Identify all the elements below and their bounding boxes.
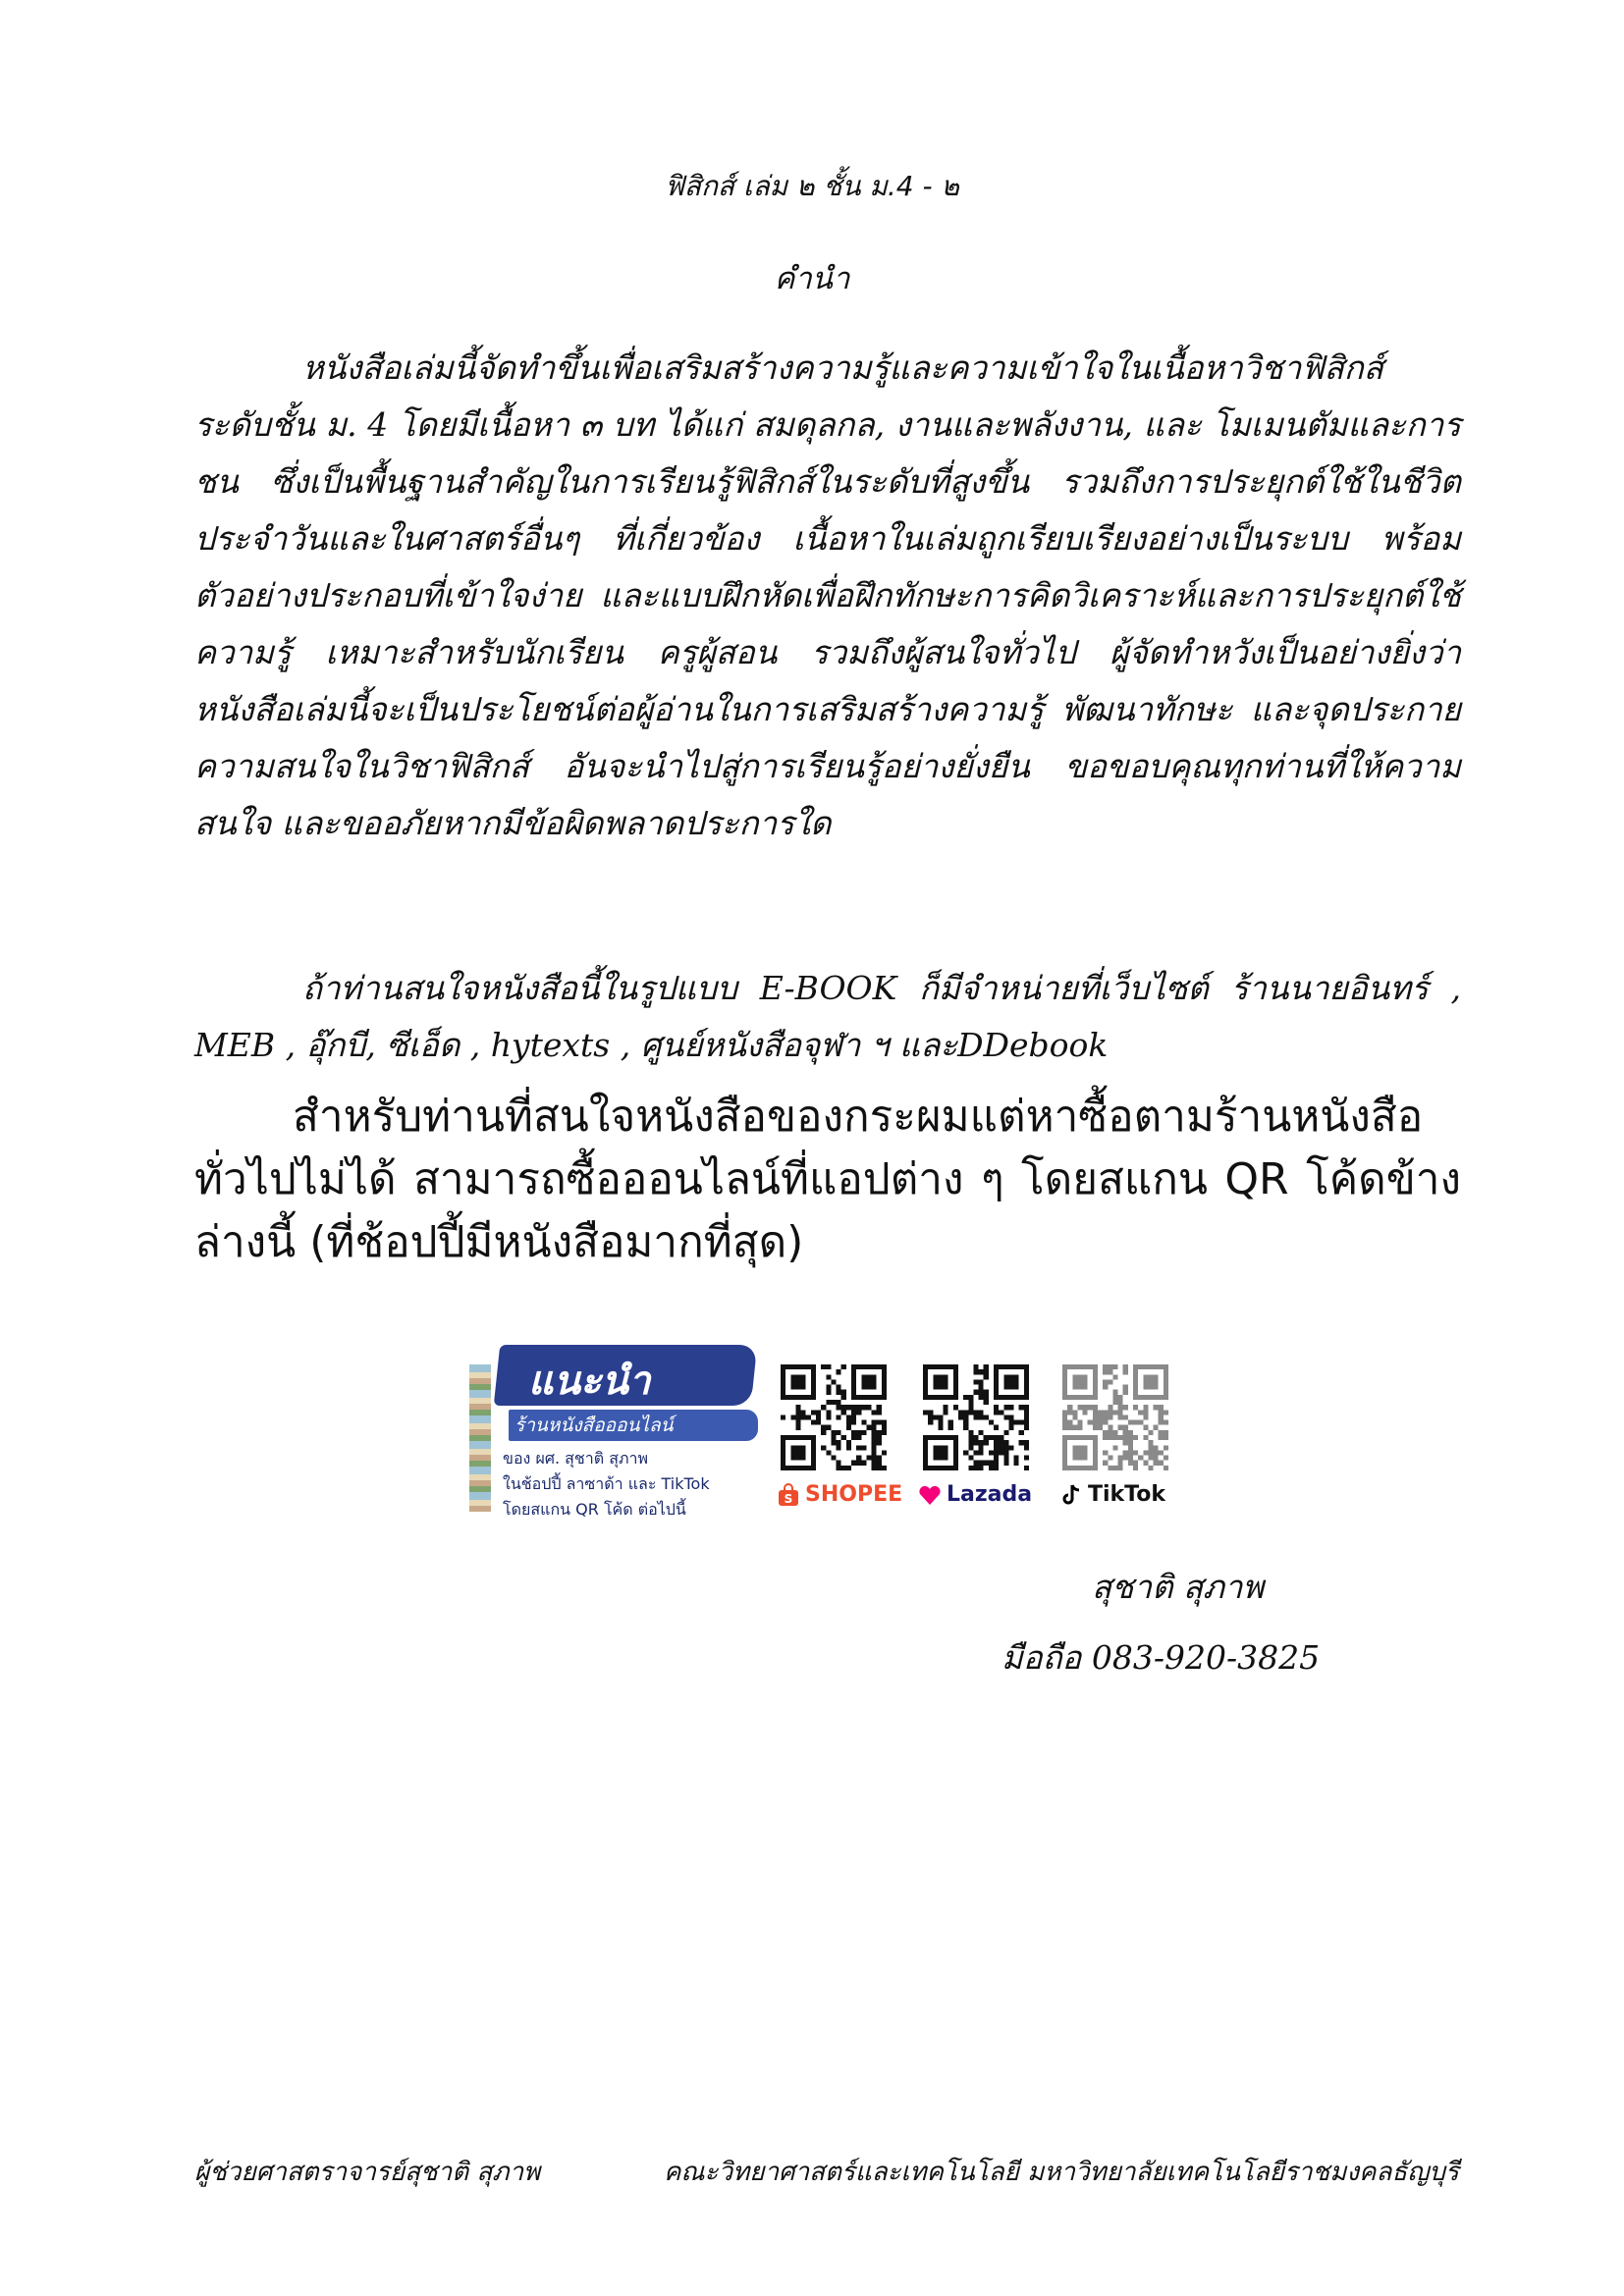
footer-author: ผู้ช่วยศาสตราจารย์สุชาติ สุภาพ [194,2158,541,2187]
footer-institution: คณะวิทยาศาสตร์และเทคโนโลยี มหาวิทยาลัยเทคโนโลยีราชมงคลธัญบุรี [664,2158,1459,2187]
ebook-paragraph: ถ้าท่านสนใจหนังสือนี้ในรูปแบบ E-BOOK ก็มีจำหน่ายที่เว็บไซต์ ร้านนายอินทร์ , MEB , อุ๊กบี, ซีเอ็ด , hytexts , ศูนย์หนังสือจุฬา ฯ และDDebook [194,969,1461,1064]
promo-banner [469,1345,764,1533]
author-signature-name: สุชาติ สุภาพ [1092,1568,1265,1606]
tiktok-qr-code[interactable] [1062,1364,1168,1470]
shopee-bag-icon [776,1482,801,1508]
online-purchase-paragraph: สำหรับท่านที่สนใจหนังสือของกระผมแต่หาซื้อตามร้านหนังสือทั่วไปไม่ได้ สามารถซื้อออนไลน์ที่แอปต่าง ๆ โดยสแกน QR โค้ดข้างล่างนี้ (ที่ช้อปปี้มีหนังสือมากที่สุด) [194,1092,1461,1267]
tiktok-label: TikTok [1088,1482,1166,1507]
lazada-qr-code[interactable] [923,1364,1029,1470]
shopee-label: SHOPEE [805,1482,903,1507]
banner-subtitle: ร้านหนังสือออนไลน์ [509,1410,758,1441]
tiktok-note-icon [1058,1482,1084,1508]
shopee-logo[interactable] [776,1482,902,1508]
books-illustration [469,1364,491,1512]
author-phone: มือถือ 083-920-3825 [1001,1638,1321,1677]
banner-line: ของ ผศ. สุชาติ สุภาพ [503,1449,649,1468]
page-title: คำนำ [774,261,850,296]
svg-text:S: S [784,1492,793,1506]
preface-paragraph: หนังสือเล่มนี้จัดทำขึ้นเพื่อเสริมสร้างความรู้และความเข้าใจในเนื้อหาวิชาฟิสิกส์ ระดับชั้น ม. 4 โดยมีเนื้อหา ๓ บท ได้แก่ สมดุลกล, งานและพลังงาน, และ โมเมนตัมและการชน ซึ่งเป็นพื้นฐานสำคัญในการเรียนรู้ฟิสิกส์ในระดับที่สูงขึ้น รวมถึงการประยุกต์ใช้ในชีวิตประจำวันและในศาสตร์อื่นๆ ที่เกี่ยวข้อง เนื้อหาในเล่มถูกเรียบเรียงอย่างเป็นระบบ พร้อมตัวอย่างประกอบที่เข้าใจง่าย และแบบฝึกหัดเพื่อฝึกทักษะการคิดวิเคราะห์และการประยุกต์ใช้ความรู้ เหมาะสำหรับนักเรียน ครูผู้สอน รวมถึงผู้สนใจทั่วไป ผู้จัดทำหวังเป็นอย่างยิ่งว่า หนังสือเล่มนี้จะเป็นประโยชน์ต่อผู้อ่านในการเสริมสร้างความรู้ พัฒนาทักษะ และจุดประกายความสนใจในวิชาฟิสิกส์ อันจะนำไปสู่การเรียนรู้อย่างยั่งยืน ขอขอบคุณทุกท่านที่ให้ความสนใจ และขออภัยหากมีข้อผิดพลาดประการใด [194,348,1461,842]
lazada-heart-icon [917,1482,943,1508]
lazada-logo[interactable] [917,1482,1032,1508]
banner-line: ในช้อปปี้ ลาซาด้า และ TikTok [503,1474,710,1493]
banner-title: แนะนำ [528,1359,651,1404]
tiktok-logo[interactable] [1058,1482,1165,1508]
lazada-label: Lazada [947,1482,1033,1507]
shopee-qr-code[interactable] [781,1364,887,1470]
running-header: ฟิสิกส์ เล่ม ๒ ชั้น ม.4 - ๒ [665,170,959,202]
banner-line: โดยสแกน QR โค้ด ต่อไปนี้ [503,1500,686,1519]
